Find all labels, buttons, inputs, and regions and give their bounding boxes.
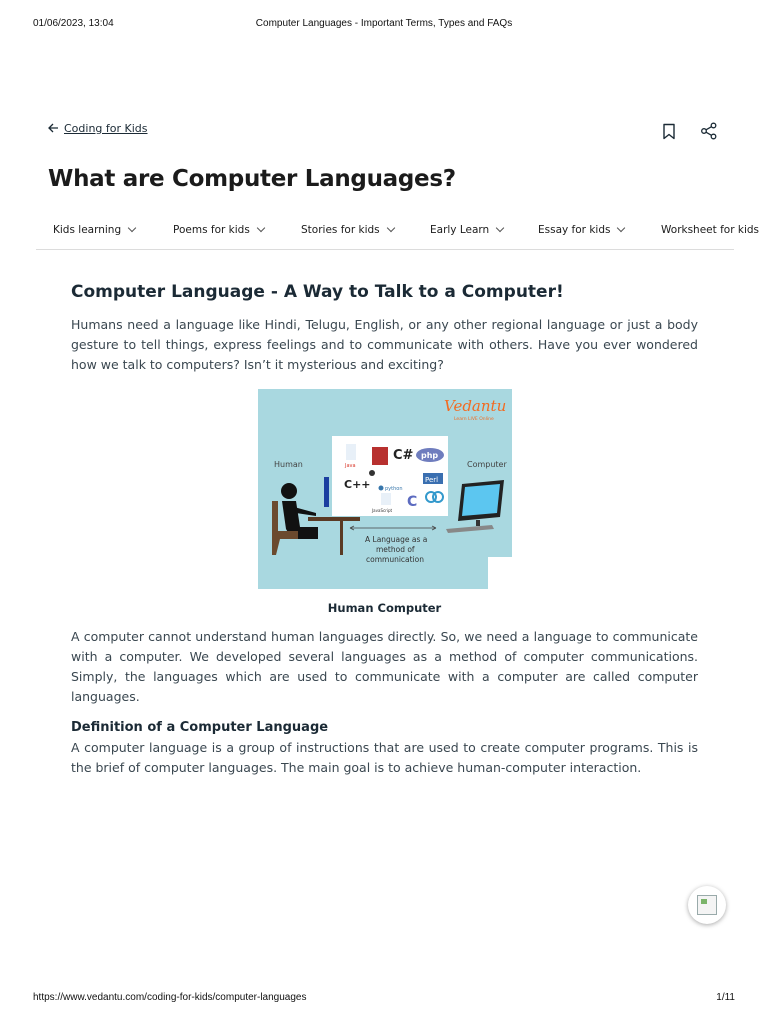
c-logo: C xyxy=(407,494,418,510)
paragraph: A computer cannot understand human languages directly. So, we need a language to communicate with a computer. We developed several languages as a method of computer communications. Simply, the languages which are used to communicate with a computer are called computer languages. xyxy=(71,629,698,704)
desk xyxy=(308,517,360,521)
svg-text:JavaScript: JavaScript xyxy=(372,508,393,513)
print-date: 01/06/2023, 13:04 xyxy=(33,18,114,29)
floating-action-button[interactable] xyxy=(688,886,726,924)
figure-label-human: Human xyxy=(274,460,303,469)
article-content xyxy=(71,282,698,778)
nav-item-label: Kids learning xyxy=(53,224,122,236)
share-icon[interactable] xyxy=(698,120,720,142)
print-title: Computer Languages - Important Terms, Types and FAQs xyxy=(255,18,513,29)
svg-text:php: php xyxy=(421,451,439,460)
bookmark-icon[interactable] xyxy=(658,120,680,142)
cpp-logo: C++ xyxy=(344,478,371,491)
intro-paragraph: Humans need a language like Hindi, Telugu, English, or any other regional language or just a body gesture to tell things, express feelings and to communicate with others. Have you ever wondered how we talk to computers? Isn’t it mysterious and exciting? xyxy=(71,317,698,372)
ruby-icon xyxy=(372,447,388,465)
python-icon xyxy=(379,486,384,491)
nav-item-label: Stories for kids xyxy=(301,224,380,236)
definition-paragraph: A computer language is a group of instructions that are used to create computer programs. This is the brief of computer languages. The main goal is to achieve human-computer interaction. xyxy=(71,740,698,775)
figure-method-line2: method of xyxy=(376,545,415,554)
print-url: https://www.vedantu.com/coding-for-kids/computer-languages xyxy=(33,992,307,1003)
svg-text:python: python xyxy=(385,486,403,492)
figure-method-line1: A Language as a xyxy=(365,535,428,544)
print-header xyxy=(0,18,768,32)
print-page-number: 1/11 xyxy=(716,992,735,1003)
category-nav xyxy=(36,220,759,250)
svg-text:Perl: Perl xyxy=(425,476,439,484)
figure-label-computer: Computer xyxy=(467,460,507,469)
nav-item-stories-for-kids[interactable] xyxy=(301,224,394,236)
page-title: What are Computer Languages? xyxy=(48,166,456,192)
figure xyxy=(71,389,698,589)
nav-item-worksheet-for-kids[interactable] xyxy=(661,224,759,236)
chevron-down-icon xyxy=(386,224,394,232)
javascript-icon xyxy=(381,493,391,505)
figure-brand-tagline: Learn LIVE Online xyxy=(454,417,494,422)
figure-method-line3: communication xyxy=(366,555,425,564)
nav-item-label: Worksheet for kids xyxy=(661,224,759,236)
monitor xyxy=(324,477,329,507)
page-actions xyxy=(658,120,720,142)
chevron-down-icon xyxy=(617,224,625,232)
java-icon xyxy=(346,444,356,460)
svg-text:Java: Java xyxy=(345,463,356,469)
nav-item-label: Essay for kids xyxy=(538,224,611,236)
section-heading: Computer Language - A Way to Talk to a Computer! xyxy=(71,282,564,302)
nav-item-label: Poems for kids xyxy=(173,224,250,236)
breadcrumb xyxy=(48,122,148,135)
breadcrumb-link-coding-for-kids[interactable]: Coding for Kids xyxy=(64,122,148,135)
human-computer-illustration xyxy=(258,389,512,589)
nav-item-early-learn[interactable] xyxy=(430,224,503,236)
nav-item-essay-for-kids[interactable] xyxy=(538,224,624,236)
person-head xyxy=(281,483,297,499)
csharp-logo: C# xyxy=(393,448,414,463)
definition-heading: Definition of a Computer Language xyxy=(71,720,329,735)
apple-icon xyxy=(369,470,375,476)
figure-caption: Human Computer xyxy=(327,601,442,615)
nav-item-kids-learning[interactable] xyxy=(53,224,135,236)
nav-item-label: Early Learn xyxy=(430,224,490,236)
chevron-down-icon xyxy=(496,224,504,232)
arrow-left-icon[interactable] xyxy=(48,123,59,135)
chevron-down-icon xyxy=(128,224,136,232)
broken-image-icon xyxy=(697,895,717,915)
nav-item-poems-for-kids[interactable] xyxy=(173,224,264,236)
figure-brand: Vedantu xyxy=(444,397,507,415)
chevron-down-icon xyxy=(257,224,265,232)
